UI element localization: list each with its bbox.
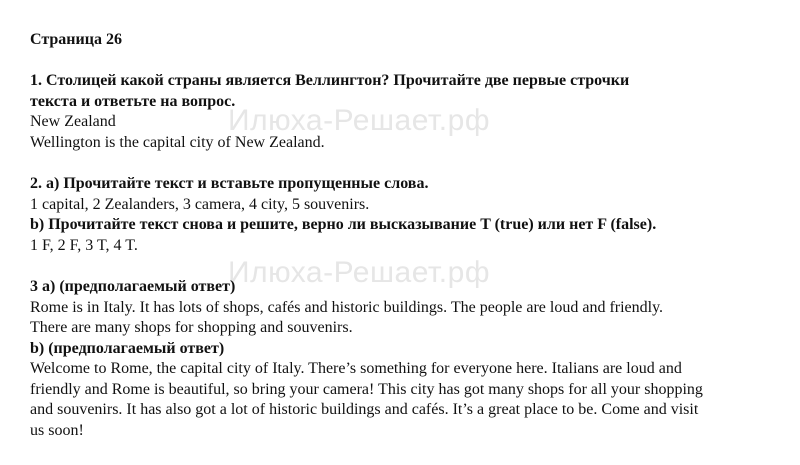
watermark: Илюха-Решает.рф [228,104,491,137]
task2a-answer: 1 capital, 2 Zealanders, 3 camera, 4 city, 5 souvenirs. [30,195,370,213]
task1-question-line2: текста и ответьте на вопрос. [30,92,236,110]
task3b-line: and souvenirs. It has also got a lot of historic buildings and cafés. It’s a great place to be. Come and visit [30,401,699,418]
task3a-heading: 3 a) (предполагаемый ответ) [30,278,236,295]
section-gap [30,153,790,174]
task3b-heading: b) (предполагаемый ответ) [30,339,225,357]
task3b-line: Welcome to Rome, the capital city of Italy. There’s something for everyone here. Italians are loud and [30,360,682,377]
document-page [30,30,790,441]
page-title: Страница 26 [30,31,122,48]
section-gap [30,256,790,277]
task2a-heading: 2. a) Прочитайте текст и вставьте пропущенные слова. [30,175,429,192]
task2b-answer: 1 F, 2 F, 3 T, 4 T. [30,236,138,254]
watermark: Илюха-Решает.рф [228,256,491,289]
task3b-line: friendly and Rome is beautiful, so bring your camera! This city has got many shops for all your shopping [30,380,703,398]
task1-answer-line2: Wellington is the capital city of New Zealand. [30,133,325,151]
task3b-line: us soon! [30,421,84,439]
task1-question-line1: 1. Столицей какой страны является Веллингтон? Прочитайте две первые строчки [30,72,630,89]
task1-answer-line1: New Zealand [30,113,116,130]
task2b-heading: b) Прочитайте текст снова и решите, верно ли высказывание T (true) или нет F (false). [30,216,657,233]
task3a-line: There are many shops for shopping and souvenirs. [30,319,353,336]
task3a-line: Rome is in Italy. It has lots of shops, cafés and historic buildings. The people are loud and friendly. [30,298,664,316]
